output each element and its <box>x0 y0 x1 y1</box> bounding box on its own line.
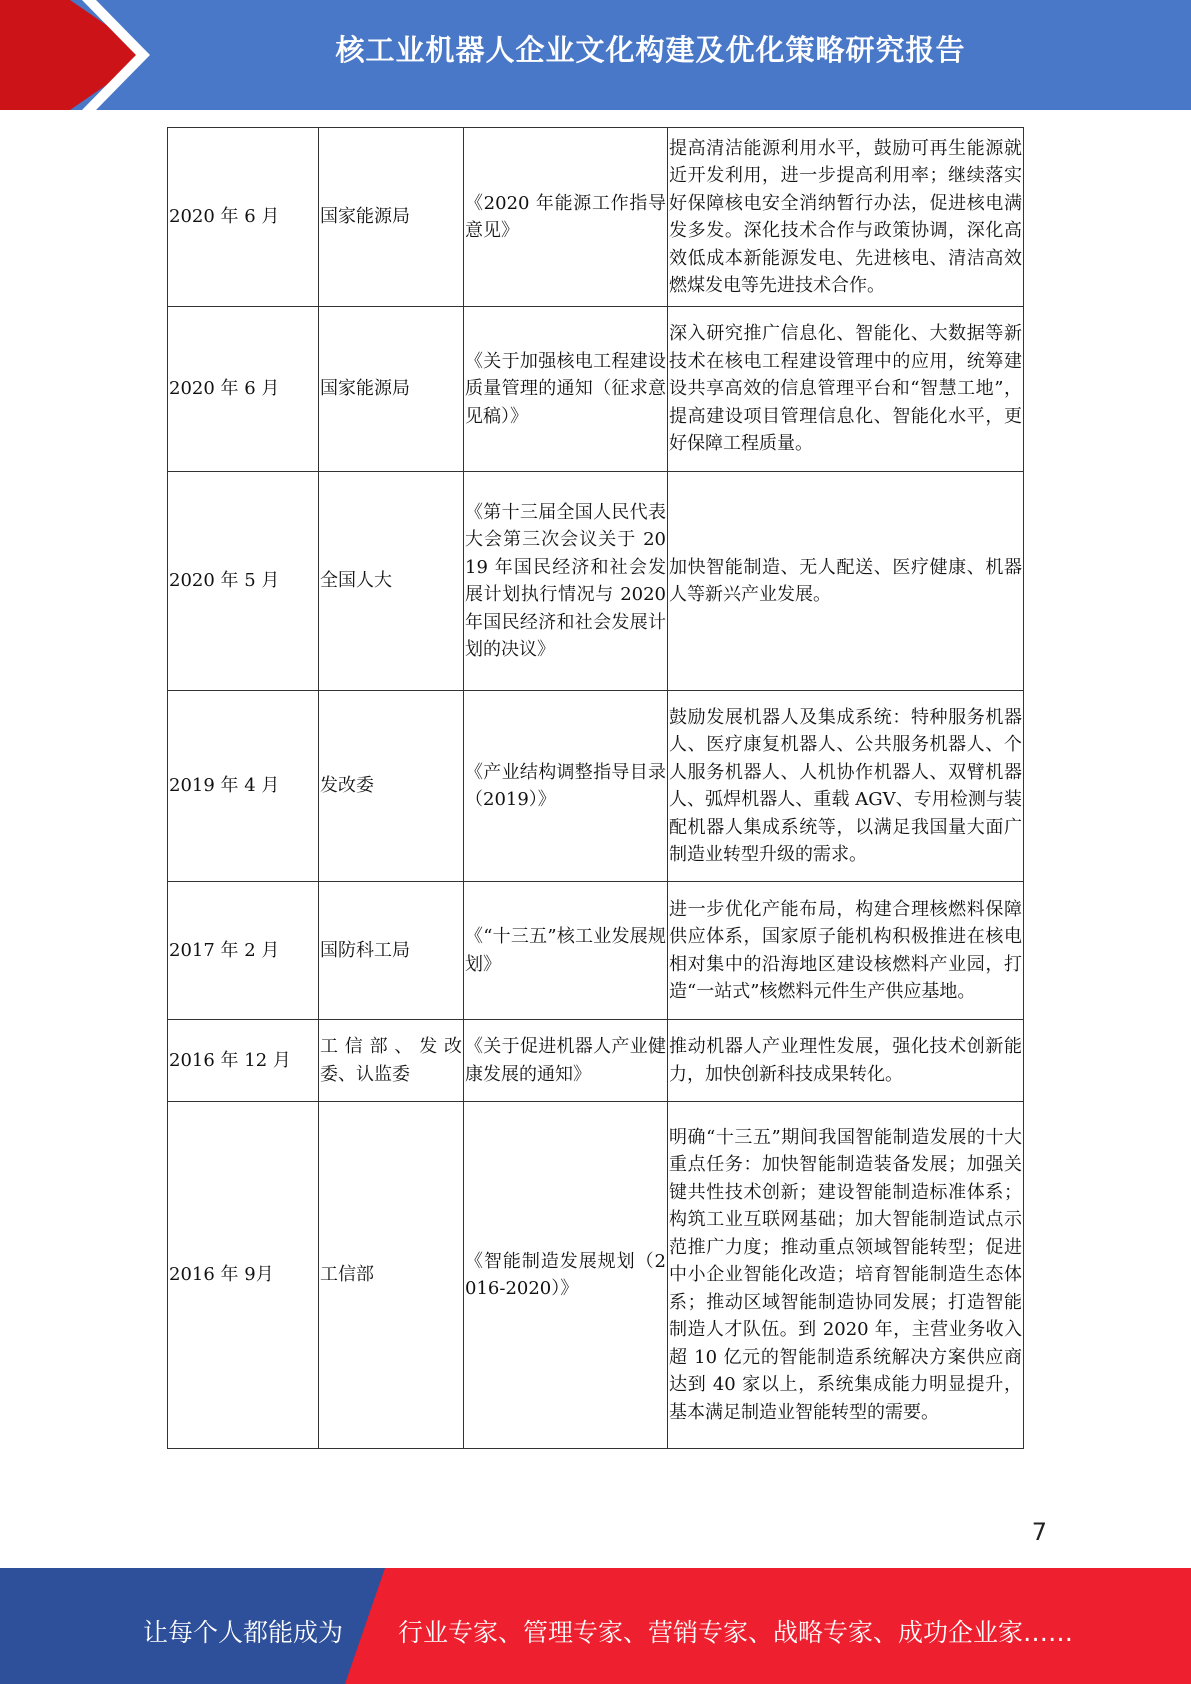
table-row <box>168 691 1024 882</box>
document-cell: 《2020 年能源工作指导意见》 <box>464 128 668 307</box>
table-row <box>168 307 1024 472</box>
date-cell: 2020 年 6 月 <box>168 128 319 307</box>
agency-cell: 工信部、发改委、认监委 <box>319 1020 464 1102</box>
agency-cell: 国家能源局 <box>319 128 464 307</box>
agency-cell: 全国人大 <box>319 472 464 691</box>
date-cell: 2019 年 4 月 <box>168 691 319 882</box>
table-row <box>168 1020 1024 1102</box>
footer-slogan-left: 让每个人都能成为 <box>143 1618 344 1647</box>
content-cell: 推动机器人产业理性发展，强化技术创新能力，加快创新科技成果转化。 <box>668 1020 1024 1102</box>
content-cell: 进一步优化产能布局，构建合理核燃料保障供应体系，国家原子能机构积极推进在核电相对集中的沿海地区建设核燃料产业园，打造“一站式”核燃料元件生产供应基地。 <box>668 882 1024 1020</box>
date-cell: 2020 年 6 月 <box>168 307 319 472</box>
agency-cell: 工信部 <box>319 1102 464 1449</box>
table-row <box>168 882 1024 1020</box>
document-cell: 《第十三届全国人民代表大会第三次会议关于 2019 年国民经济和社会发展计划执行情况与 2020 年国民经济和社会发展计划的决议》 <box>464 472 668 691</box>
document-cell: 《“十三五”核工业发展规划》 <box>464 882 668 1020</box>
document-cell: 《智能制造发展规划（2016-2020）》 <box>464 1102 668 1449</box>
document-cell: 《关于加强核电工程建设质量管理的通知（征求意见稿）》 <box>464 307 668 472</box>
table-row <box>168 128 1024 307</box>
footer-slogan-right: 行业专家、管理专家、营销专家、战略专家、成功企业家…… <box>398 1618 1074 1647</box>
page-number: 7 <box>1031 1518 1047 1546</box>
policy-table <box>167 127 1024 1449</box>
date-cell: 2016 年 9月 <box>168 1102 319 1449</box>
content-cell: 明确“十三五”期间我国智能制造发展的十大重点任务：加快智能制造装备发展；加强关键共性技术创新；建设智能制造标准体系；构筑工业互联网基础；加大智能制造试点示范推广力度；推动重点领域智能转型；促进中小企业智能化改造；培育智能制造生态体系；推动区域智能制造协同发展；打造智能制造人才队伍。到 2020 年，主营业务收入超 10 亿元的智能制造系统解决方案供应商达到 40 家以上，系统集成能力明显提升，基本满足制造业智能转型的需要。 <box>668 1102 1024 1449</box>
document-cell: 《关于促进机器人产业健康发展的通知》 <box>464 1020 668 1102</box>
agency-cell: 国家能源局 <box>319 307 464 472</box>
table-row <box>168 1102 1024 1449</box>
agency-cell: 国防科工局 <box>319 882 464 1020</box>
content-cell: 深入研究推广信息化、智能化、大数据等新技术在核电工程建设管理中的应用，统筹建设共享高效的信息管理平台和“智慧工地”，提高建设项目管理信息化、智能化水平，更好保障工程质量。 <box>668 307 1024 472</box>
content-cell: 提高清洁能源利用水平，鼓励可再生能源就近开发利用，进一步提高利用率；继续落实好保障核电安全消纳暂行办法，促进核电满发多发。深化技术合作与政策协调，深化高效低成本新能源发电、先进核电、清洁高效燃煤发电等先进技术合作。 <box>668 128 1024 307</box>
date-cell: 2016 年 12 月 <box>168 1020 319 1102</box>
date-cell: 2017 年 2 月 <box>168 882 319 1020</box>
header-red-arrow <box>0 0 150 110</box>
document-cell: 《产业结构调整指导目录（2019）》 <box>464 691 668 882</box>
header-bar <box>0 0 1191 110</box>
agency-cell: 发改委 <box>319 691 464 882</box>
date-cell: 2020 年 5 月 <box>168 472 319 691</box>
table-row <box>168 472 1024 691</box>
content-cell: 鼓励发展机器人及集成系统：特种服务机器人、医疗康复机器人、公共服务机器人、个人服务机器人、人机协作机器人、双臂机器人、弧焊机器人、重载 AGV、专用检测与装配机器人集成系统等，以满足我国量大面广制造业转型升级的需求。 <box>668 691 1024 882</box>
page-title: 核工业机器人企业文化构建及优化策略研究报告 <box>335 33 966 67</box>
content-cell: 加快智能制造、无人配送、医疗健康、机器人等新兴产业发展。 <box>668 472 1024 691</box>
